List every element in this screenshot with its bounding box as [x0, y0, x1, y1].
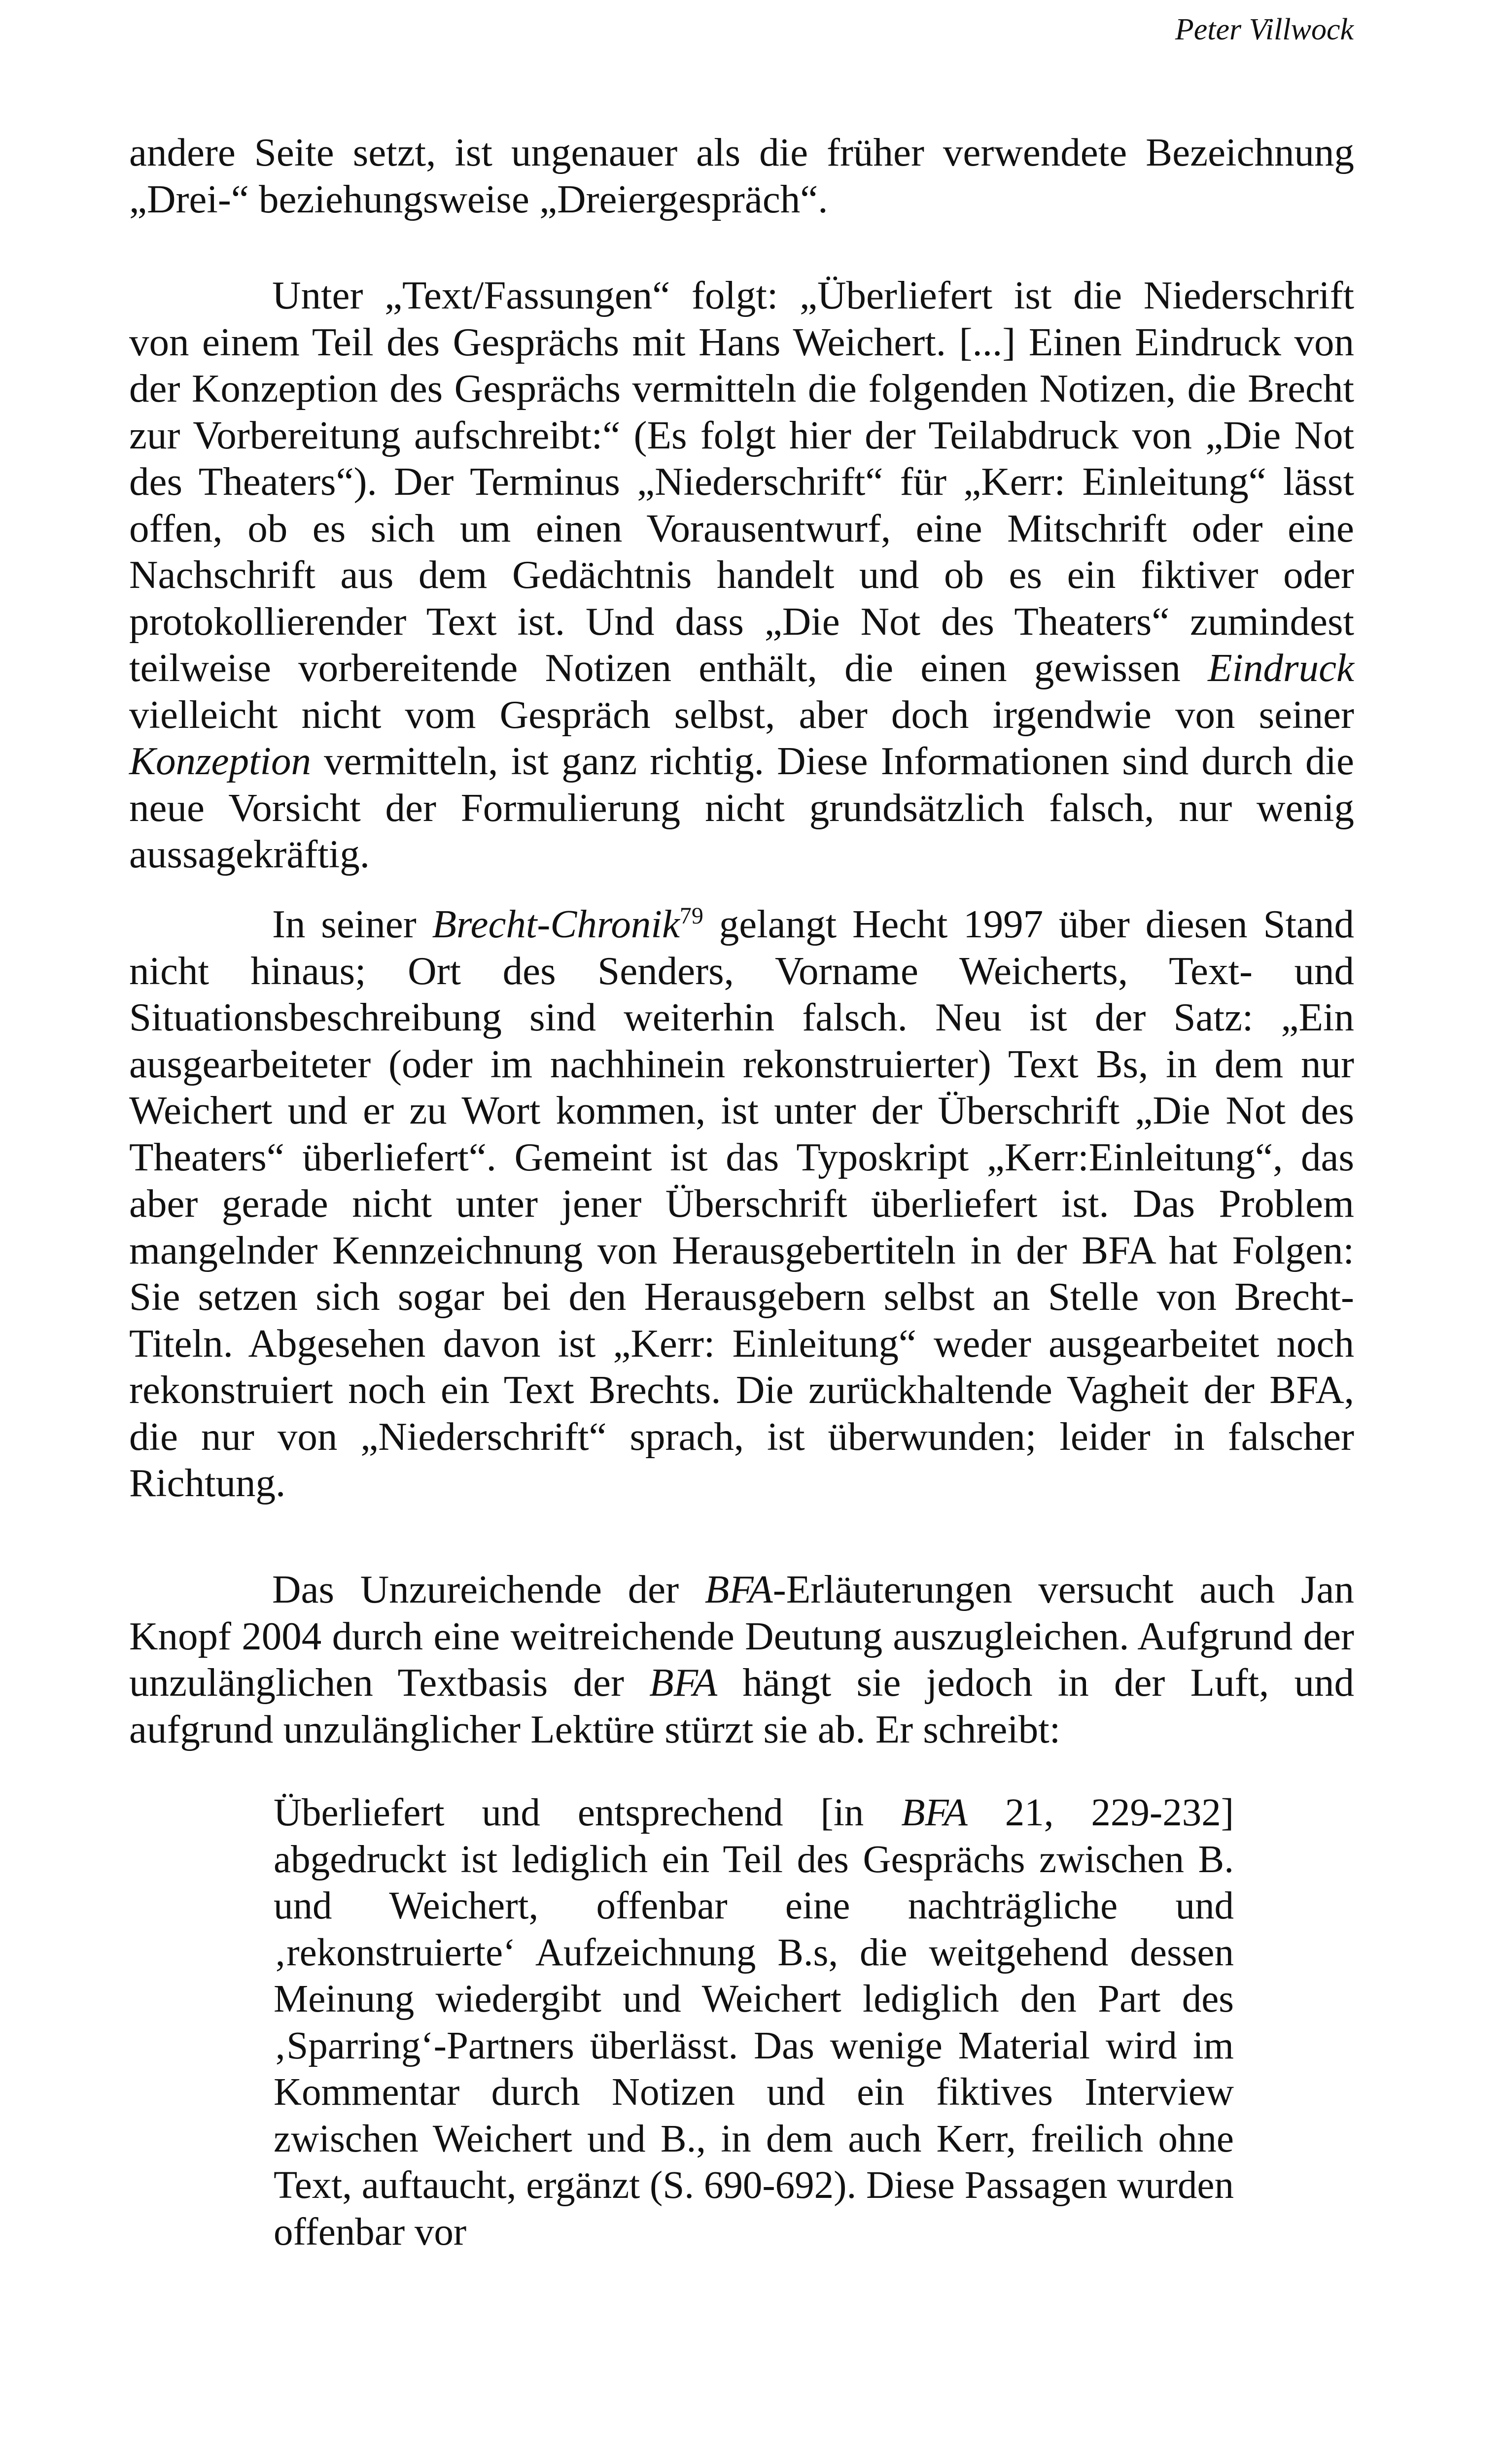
emphasis-brecht-chronik: Brecht-Chronik — [432, 902, 680, 946]
text-run: Überliefert und entsprechend [in — [274, 1791, 902, 1834]
text-run: In seiner — [272, 902, 432, 946]
text-run: Das Unzureichende der — [272, 1567, 705, 1611]
paragraph-body — [129, 1566, 1354, 1752]
paragraph-continuation — [129, 129, 1354, 222]
emphasis-konzeption: Konzeption — [129, 739, 312, 783]
text-run: 21, 229-232] abgedruckt ist lediglich ein Teil des Gesprächs zwischen B. und Weichert, offenbar eine nachträgliche und ‚rekonstruierte‘ Aufzeichnung B.s, die weitgehend dessen Meinung wiedergibt und Weichert lediglich den Part des ‚Sparring‘-Partners überlässt. Das wenige Material wird im Kommentar durch Notizen und ein fiktives Interview zwischen Weichert und B., in dem auch Kerr, freilich ohne Text, auftaucht, ergänzt (S. 690-692). Diese Passagen wurden offenbar vor — [274, 1791, 1234, 2254]
running-head: Peter Villwock — [1175, 13, 1354, 46]
quote-body — [274, 1790, 1234, 2256]
text-run: -Erläuterungen versucht auch Jan Knopf 2004 durch eine weitreichende Deutung auszugleichen. Aufgrund der unzulänglichen Textbasis der — [129, 1567, 1354, 1705]
footnote-marker: 79 — [679, 903, 703, 929]
paragraph-text-fassungen — [129, 272, 1354, 878]
paragraph-brecht-chronik — [129, 901, 1354, 1506]
text-run: vielleicht nicht vom Gespräch selbst, aber doch irgendwie von seiner — [129, 692, 1354, 737]
text-run: Unter „Text/Fassungen“ folgt: „Überliefert ist die Niederschrift von einem Teil des Gesprächs mit Hans Weichert. [...] Einen Eindruck von der Konzeption des Gesprächs vermitteln die folgenden Notizen, die Brecht zur Vorbereitung aufschreibt:“ (Es folgt hier der Teilabdruck von „Die Not des Theaters“). Der Terminus „Niederschrift“ für „Kerr: Einleitung“ lässt offen, ob es sich um einen Vorausentwurf, eine Mitschrift oder eine Nachschrift aus dem Gedächtnis handelt und ob es ein fiktiver oder protokollierender Text ist. Und dass „Die Not des Theaters“ zumindest teilweise vorbereitende Notizen enthält, die einen gewissen — [129, 273, 1354, 690]
text-run: vermitteln, ist ganz richtig. Diese Informationen sind durch die neue Vorsicht der Formulierung nicht grundsätzlich falsch, nur wenig aussagekräftig. — [129, 739, 1354, 876]
text-run: hängt sie jedoch in der Luft, und aufgrund unzulänglicher Lektüre stürzt sie ab. Er schreibt: — [129, 1660, 1355, 1751]
emphasis-bfa: BFA — [901, 1791, 968, 1834]
text-run: gelangt Hecht 1997 über diesen Stand nicht hinaus; Ort des Senders, Vorname Weicherts, Text- und Situationsbeschreibung sind weiterhin falsch. Neu ist der Satz: „Ein ausgearbeiteter (oder im nachhinein rekonstruierter) Text Bs, in dem nur Weichert und er zu Wort kommen, ist unter der Überschrift „Die Not des Theaters“ überliefert“. Gemeint ist das Typoskript „Kerr:Einleitung“, das aber gerade nicht unter jener Überschrift überliefert ist. Das Problem mangelnder Kennzeichnung von Herausgebertiteln in der BFA hat Folgen: Sie setzen sich sogar bei den Herausgebern selbst an Stelle von Brecht-Titeln. Abgesehen davon ist „Kerr: Einleitung“ weder ausgearbeitet noch rekonstruiert noch ein Text Brechts. Die zurückhaltende Vagheit der BFA, die nur von „Niederschrift“ sprach, ist überwunden; leider in falscher Richtung. — [129, 902, 1354, 1505]
paragraph-knopf — [129, 1566, 1354, 1752]
emphasis-bfa: BFA — [704, 1567, 773, 1611]
block-quote — [274, 1790, 1234, 2256]
paragraph-body — [129, 272, 1354, 878]
emphasis-eindruck: Eindruck — [1208, 646, 1354, 690]
paragraph-body — [129, 901, 1354, 1506]
paragraph-text: andere Seite setzt, ist ungenauer als die früher verwendete Bezeichnung „Drei-“ beziehungsweise „Dreiergespräch“. — [129, 130, 1354, 221]
emphasis-bfa: BFA — [649, 1660, 718, 1705]
